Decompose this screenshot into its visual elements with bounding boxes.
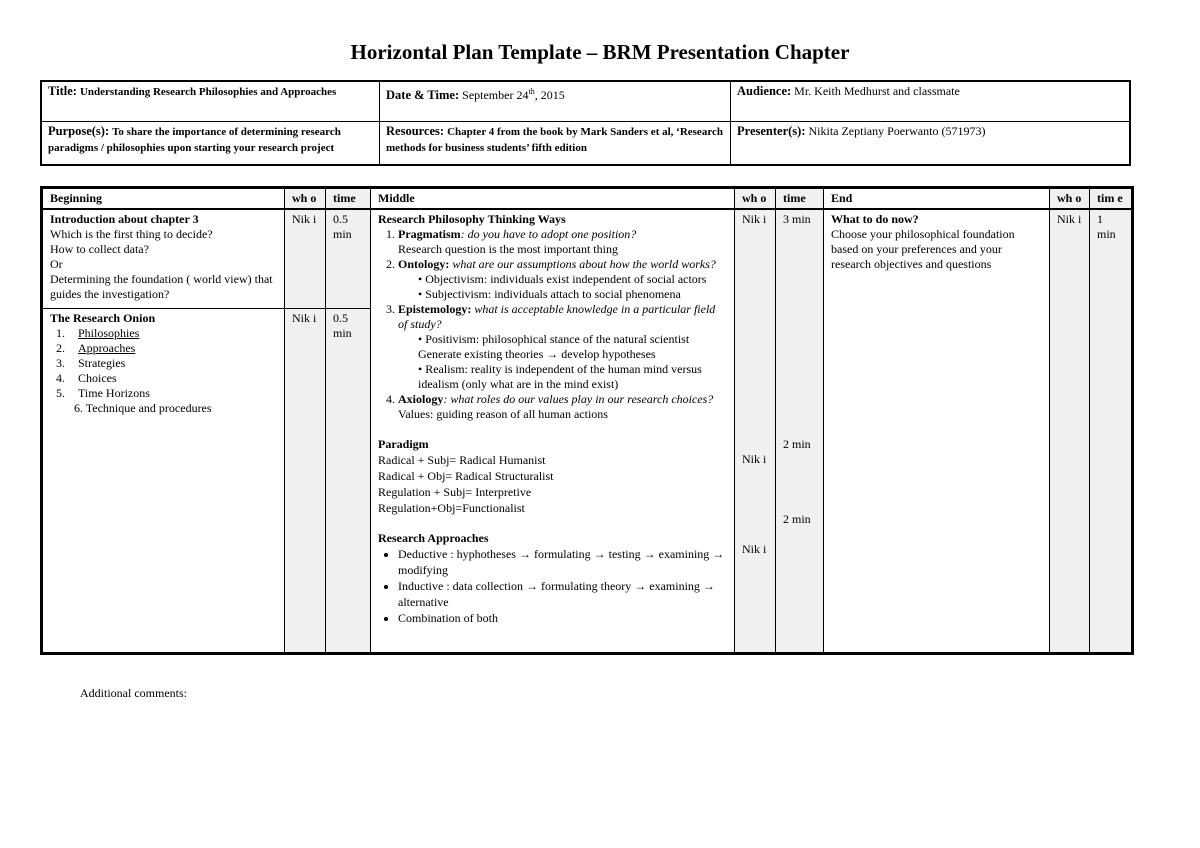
onion-item: Philosophies	[78, 325, 140, 340]
approach-item: • Deductive : hyphotheses → formulating → testing → examining → modifying	[398, 546, 727, 578]
purpose-cell	[41, 121, 380, 165]
philosophy-list	[378, 227, 727, 422]
onion-item: Time Horizons	[78, 385, 150, 400]
title-label: Title:	[48, 84, 77, 98]
philosophy-bullet-text: Subjectivism: individuals attach to social phenomena	[425, 287, 681, 301]
philosophy-who: Nik i	[742, 212, 767, 226]
beginning-heading: Beginning	[42, 188, 285, 210]
end-heading: End	[824, 188, 1050, 210]
intro-line: Or	[50, 257, 63, 271]
philosophy-item	[398, 257, 727, 302]
date-cell	[380, 81, 731, 121]
philosophy-title: Research Philosophy Thinking Ways	[378, 212, 566, 226]
plan-table	[40, 186, 1134, 655]
philosophy-bullet-text: Objectivism: individuals exist independent of social actors	[425, 272, 707, 286]
title-cell	[41, 81, 380, 121]
intro-line: Determining the foundation ( world view) that guides the investigation?	[50, 272, 273, 301]
philosophy-question: : what roles do our values play in our research choices?	[443, 392, 714, 406]
middle-time-cell	[776, 209, 824, 653]
end-who-heading: wh o	[1050, 188, 1090, 210]
resources-label: Resources:	[386, 123, 445, 138]
philosophy-term: Pragmatism	[398, 227, 461, 241]
philosophy-note: Values: guiding reason of all human actions	[398, 407, 608, 421]
philosophy-question: what is acceptable knowledge in a particular field of study?	[398, 302, 716, 331]
paradigm-time: 2 min	[783, 437, 811, 451]
philosophy-item	[398, 227, 727, 257]
paradigm-line: Regulation + Subj= Interpretive	[378, 485, 532, 499]
middle-content-cell	[371, 209, 735, 653]
intro-line: Which is the first thing to decide?	[50, 227, 213, 241]
onion-item: Approaches	[78, 340, 136, 355]
onion-who: Nik i	[285, 308, 326, 653]
intro-cell	[42, 209, 285, 308]
intro-who: Nik i	[285, 209, 326, 308]
end-title: What to do now?	[831, 212, 919, 226]
additional-comments-label: Additional comments:	[80, 686, 187, 700]
middle-heading: Middle	[371, 188, 735, 210]
approaches-title: Research Approaches	[378, 531, 489, 545]
philosophy-bullet: • Realism: reality is independent of the human mind versus idealism (only what are in the mind exist)	[418, 362, 702, 391]
paradigm-line: Radical + Obj= Radical Structuralist	[378, 469, 554, 483]
plan-header-row	[42, 188, 1133, 210]
document-title: Horizontal Plan Template – BRM Presentation Chapter	[350, 40, 850, 64]
onion-cell	[42, 308, 285, 653]
philosophy-bullet-text: Positivism: philosophical stance of the natural scientist Generate existing theories → develop hypotheses	[418, 332, 690, 361]
onion-list	[68, 326, 277, 401]
resources-value: Chapter 4 from the book by Mark Sanders et al, ‘Research methods for business students’ fifth edition	[386, 125, 723, 154]
philosophy-item	[398, 302, 727, 392]
philosophy-item	[398, 392, 727, 422]
onion-item: Choices	[78, 370, 117, 385]
audience-label: Audience:	[737, 84, 792, 98]
paradigm-who: Nik i	[742, 452, 767, 466]
paradigm-line: Radical + Subj= Radical Humanist	[378, 453, 546, 467]
end-time-heading: tim e	[1090, 188, 1133, 210]
presenter-label: Presenter(s):	[737, 123, 806, 138]
onion-title: The Research Onion	[50, 310, 156, 325]
resources-cell	[380, 121, 731, 165]
info-table	[40, 80, 1131, 166]
middle-who-cell	[735, 209, 776, 653]
presenter-value: Nikita Zeptiany Poerwanto (571973)	[808, 123, 986, 138]
end-text: Choose your philosophical foundation based on your preferences and your research objectives and questions	[831, 227, 1015, 271]
beginning-who-heading: wh o	[285, 188, 326, 210]
purpose-value: To share the importance of determining research paradigms / philosophies upon starting your research project	[48, 125, 341, 154]
intro-title: Introduction about chapter 3	[50, 212, 199, 226]
date-value: September 24	[462, 88, 529, 102]
middle-time-heading: time	[776, 188, 824, 210]
philosophy-question: : do you have to adopt one position?	[460, 227, 637, 241]
beginning-time-heading: time	[326, 188, 371, 210]
approach-item: • Combination of both	[398, 610, 727, 626]
title-value: Understanding Research Philosophies and Approaches	[79, 86, 337, 98]
paradigm-title: Paradigm	[378, 437, 429, 451]
philosophy-bullet-text: Realism: reality is independent of the human mind versus idealism (only what are in the mind exist)	[418, 362, 702, 391]
date-year: , 2015	[534, 88, 565, 102]
audience-cell	[731, 81, 1131, 121]
date-suffix: th	[528, 87, 535, 96]
paradigm-line: Regulation+Obj=Functionalist	[378, 501, 525, 515]
philosophy-bullet: • Subjectivism: individuals attach to social phenomena	[418, 287, 681, 301]
end-time: 1 min	[1090, 209, 1133, 653]
approaches-time: 2 min	[783, 512, 811, 526]
presenter-cell	[731, 121, 1131, 165]
philosophy-bullet: • Positivism: philosophical stance of the natural scientist Generate existing theories → develop hypotheses	[418, 332, 690, 361]
approaches-list	[378, 546, 727, 626]
philosophy-term: Ontology:	[398, 257, 450, 271]
onion-item: Strategies	[78, 355, 126, 370]
end-content-cell	[824, 209, 1050, 653]
philosophy-time: 3 min	[783, 212, 811, 226]
middle-who-heading: wh o	[735, 188, 776, 210]
onion-time: 0.5 min	[326, 308, 371, 653]
plan-row-1	[42, 209, 1133, 308]
philosophy-term: Epistemology:	[398, 302, 472, 316]
onion-extra: 6. Technique and procedures	[74, 400, 212, 415]
intro-line: How to collect data?	[50, 242, 149, 256]
philosophy-question: what are our assumptions about how the world works?	[449, 257, 716, 271]
purpose-label: Purpose(s):	[48, 123, 110, 138]
end-who: Nik i	[1050, 209, 1090, 653]
philosophy-note: Research question is the most important thing	[398, 242, 618, 256]
philosophy-bullet: • Objectivism: individuals exist independent of social actors	[418, 272, 707, 286]
intro-time: 0.5 min	[326, 209, 371, 308]
approach-item: • Inductive : data collection → formulating theory → examining → alternative	[398, 578, 727, 610]
date-label: Date & Time:	[386, 88, 460, 102]
philosophy-term: Axiology	[398, 392, 444, 406]
approaches-who: Nik i	[742, 542, 767, 556]
audience-value: Mr. Keith Medhurst and classmate	[794, 84, 960, 98]
